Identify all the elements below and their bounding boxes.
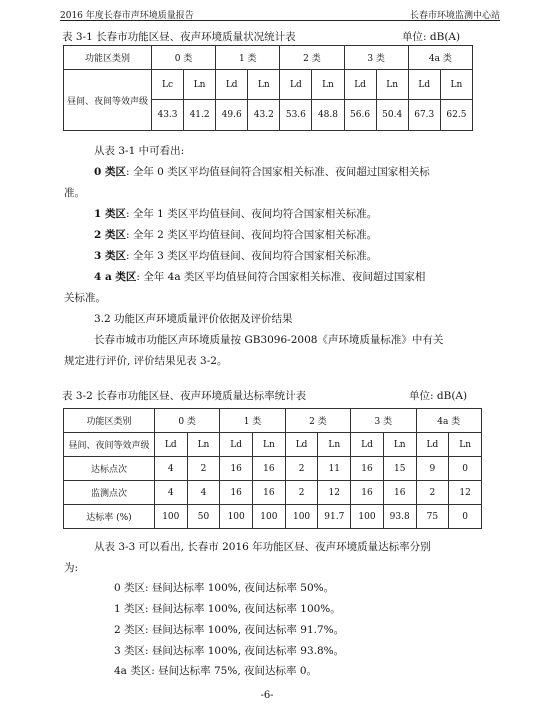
table2-cell: 16: [383, 481, 416, 505]
text1-class3-text: : 全年 3 类区平均值昼间、夜间均符合国家相关标准。: [125, 250, 378, 262]
table2-class-1: 1 类: [220, 409, 285, 433]
text1-para-line1: 长春市城市功能区声环境质量按 GB3096-2008《声环境质量标准》中有关: [94, 334, 444, 346]
table1-sub-header: Ld: [216, 70, 248, 100]
table2-sub-header: Ld: [154, 433, 187, 457]
table2-cell: 2: [416, 481, 449, 505]
section-heading-3-2: 3.2 功能区声环境质量评价依据及评价结果: [94, 313, 293, 325]
table2-cell: 16: [351, 481, 384, 505]
table2-cell: 100: [351, 505, 384, 529]
text2-item-class1: 1 类区: 昼间达标率 100%, 夜间达标率 100%。: [114, 603, 341, 615]
table1-value-cell: 67.3: [408, 100, 440, 131]
table2-cell: 100: [220, 505, 253, 529]
table2-cell: 12: [449, 481, 482, 505]
table2-sub-header: Ln: [187, 433, 220, 457]
table2-cell: 75: [416, 505, 449, 529]
table2-cell: 4: [154, 481, 187, 505]
header-organization: 长春市环境监测中心站: [409, 11, 500, 21]
table2-sub-header: Ld: [285, 433, 318, 457]
text1-class4a-label: 4 a 类区: [94, 271, 137, 283]
table2-class-3: 3 类: [351, 409, 416, 433]
table2-cell: 4: [187, 481, 220, 505]
text2-line1: 从表 3-3 可以看出, 长春市 2016 年功能区昼、夜声环境质量达标率分别: [94, 541, 431, 553]
table2-caption: 表 3-2 长春市功能区昼、夜声环境质量达标率统计表: [62, 390, 307, 402]
table2-sub-header: Ld: [416, 433, 449, 457]
table1-sub-header: Ln: [312, 70, 344, 100]
table2-cell: 15: [383, 457, 416, 481]
table1-sub-header: Ln: [248, 70, 280, 100]
table2-cell: 2: [187, 457, 220, 481]
table2-cell: 9: [416, 457, 449, 481]
text1-class0-line: [94, 164, 430, 179]
text1-class1-label: 1 类区: [94, 208, 126, 220]
table2-cell: 100: [285, 505, 318, 529]
table2-cell: 91.7: [318, 505, 351, 529]
table2-sub-header: Ln: [318, 433, 351, 457]
table1-col-header-label: 功能区类别: [64, 46, 152, 70]
table1-caption: 表 3-1 长春市功能区昼、夜声环境质量状况统计表: [62, 31, 296, 43]
table2-cell: 16: [253, 481, 286, 505]
table1-sub-header: Ln: [376, 70, 408, 100]
header-report-title: 2016 年度长春市声环境质量报告: [60, 11, 194, 21]
table2-compliance-rates: [63, 408, 482, 529]
table2-cell: 2: [285, 481, 318, 505]
table2-cell: 50: [187, 505, 220, 529]
table2-row-monitored: [64, 481, 482, 505]
text1-class0-line2: 准。: [64, 187, 85, 199]
table1-value-cell: 48.8: [312, 100, 344, 131]
table1-noise-levels: [63, 45, 473, 131]
text1-class1-text: : 全年 1 类区平均值昼间、夜间均符合国家相关标准。: [125, 208, 378, 220]
table2-cell: 11: [318, 457, 351, 481]
table1-value-cell: 56.6: [344, 100, 376, 131]
table1-unit: 单位: dB(A): [402, 31, 461, 43]
text1-class2-text: : 全年 2 类区平均值昼间、夜间均符合国家相关标准。: [125, 229, 378, 241]
table2-row-header-label: 昼间、夜间等效声级: [64, 433, 155, 457]
table2-cell: 0: [449, 457, 482, 481]
table1-sub-header-row: [64, 70, 473, 100]
table1-class-4a: 4a 类: [408, 46, 472, 70]
table2-class-4a: 4a 类: [416, 409, 481, 433]
table2-cell: 0: [449, 505, 482, 529]
text1-class0-label: 0 类区: [94, 166, 126, 178]
table2-row-rate: [64, 505, 482, 529]
text2-item-class2: 2 类区: 昼间达标率 100%, 夜间达标率 91.7%。: [114, 624, 345, 636]
text2-line2: 为:: [64, 562, 79, 574]
table2-cell: 16: [253, 457, 286, 481]
table1-sub-header: Ld: [344, 70, 376, 100]
text1-class2-line: [94, 227, 377, 242]
table1-class-1: 1 类: [216, 46, 280, 70]
table2-cell: 12: [318, 481, 351, 505]
table1-value-cell: 43.2: [248, 100, 280, 131]
table2-cell: 4: [154, 457, 187, 481]
table1-value-cell: 50.4: [376, 100, 408, 131]
table1-value-cell: 53.6: [280, 100, 312, 131]
table1-sub-header: Ln: [440, 70, 472, 100]
table1-value-cell: 49.6: [216, 100, 248, 131]
table2-cell: 16: [351, 457, 384, 481]
table2-sub-header: Ld: [220, 433, 253, 457]
table1-sub-header: Ld: [408, 70, 440, 100]
text2-item-class4a: 4a 类区: 昼间达标率 75%, 夜间达标率 0。: [114, 665, 318, 677]
table2-row-passed: [64, 457, 482, 481]
text1-class0-text: : 全年 0 类区平均值昼间符合国家相关标准、夜间超过国家相关标: [125, 166, 430, 178]
table2-unit: 单位: dB(A): [409, 390, 468, 402]
table1-class-header-row: [64, 46, 473, 70]
table2-sub-header: Ln: [449, 433, 482, 457]
table2-row-label: 达标点次: [64, 457, 155, 481]
table2-sub-header-row: [64, 433, 482, 457]
table1-value-cell: 41.2: [184, 100, 216, 131]
table1-row-label: 昼间、夜间等效声级: [64, 70, 152, 131]
table2-sub-header: Ld: [351, 433, 384, 457]
text1-intro: 从表 3-1 中可看出:: [94, 145, 185, 157]
table2-class-2: 2 类: [285, 409, 350, 433]
table2-class-0: 0 类: [154, 409, 219, 433]
table1-sub-header: Ld: [280, 70, 312, 100]
table1-sub-header: Lc: [151, 70, 183, 100]
table2-cell: 16: [220, 481, 253, 505]
text1-class2-label: 2 类区: [94, 229, 126, 241]
table1-sub-header: Ln: [184, 70, 216, 100]
table1-class-3: 3 类: [344, 46, 408, 70]
table1-value-cell: 43.3: [151, 100, 183, 131]
table1-class-2: 2 类: [280, 46, 344, 70]
text1-para-line2: 规定进行评价, 评价结果见表 3-2。: [64, 355, 228, 367]
text1-class3-line: [94, 248, 377, 263]
table2-cell: 100: [253, 505, 286, 529]
table2-cell: 16: [220, 457, 253, 481]
table2-cell: 100: [154, 505, 187, 529]
table2-sub-header: Ln: [383, 433, 416, 457]
table2-sub-header: Ln: [253, 433, 286, 457]
text1-class1-line: [94, 206, 377, 221]
table2-col-header-label: 功能区类别: [64, 409, 155, 433]
table2-row-label: 达标率 (%): [64, 505, 155, 529]
table1-class-0: 0 类: [151, 46, 215, 70]
table2-row-label: 监测点次: [64, 481, 155, 505]
text1-class4a-line2: 关标准。: [64, 292, 106, 304]
text1-class4a-text: : 全年 4a 类区平均值昼间符合国家相关标准、夜间超过国家相: [136, 271, 426, 283]
page-number: -6-: [260, 690, 274, 701]
text1-class4a-line: [94, 269, 425, 284]
table1-value-cell: 62.5: [440, 100, 472, 131]
table2-cell: 2: [285, 457, 318, 481]
page-header: [60, 6, 500, 21]
text2-item-class3: 3 类区: 昼间达标率 100%, 夜间达标率 93.8%。: [114, 645, 345, 657]
text2-item-class0: 0 类区: 昼间达标率 100%, 夜间达标率 50%。: [114, 582, 335, 594]
table2-class-header-row: [64, 409, 482, 433]
text1-class3-label: 3 类区: [94, 250, 126, 262]
table2-cell: 93.8: [383, 505, 416, 529]
